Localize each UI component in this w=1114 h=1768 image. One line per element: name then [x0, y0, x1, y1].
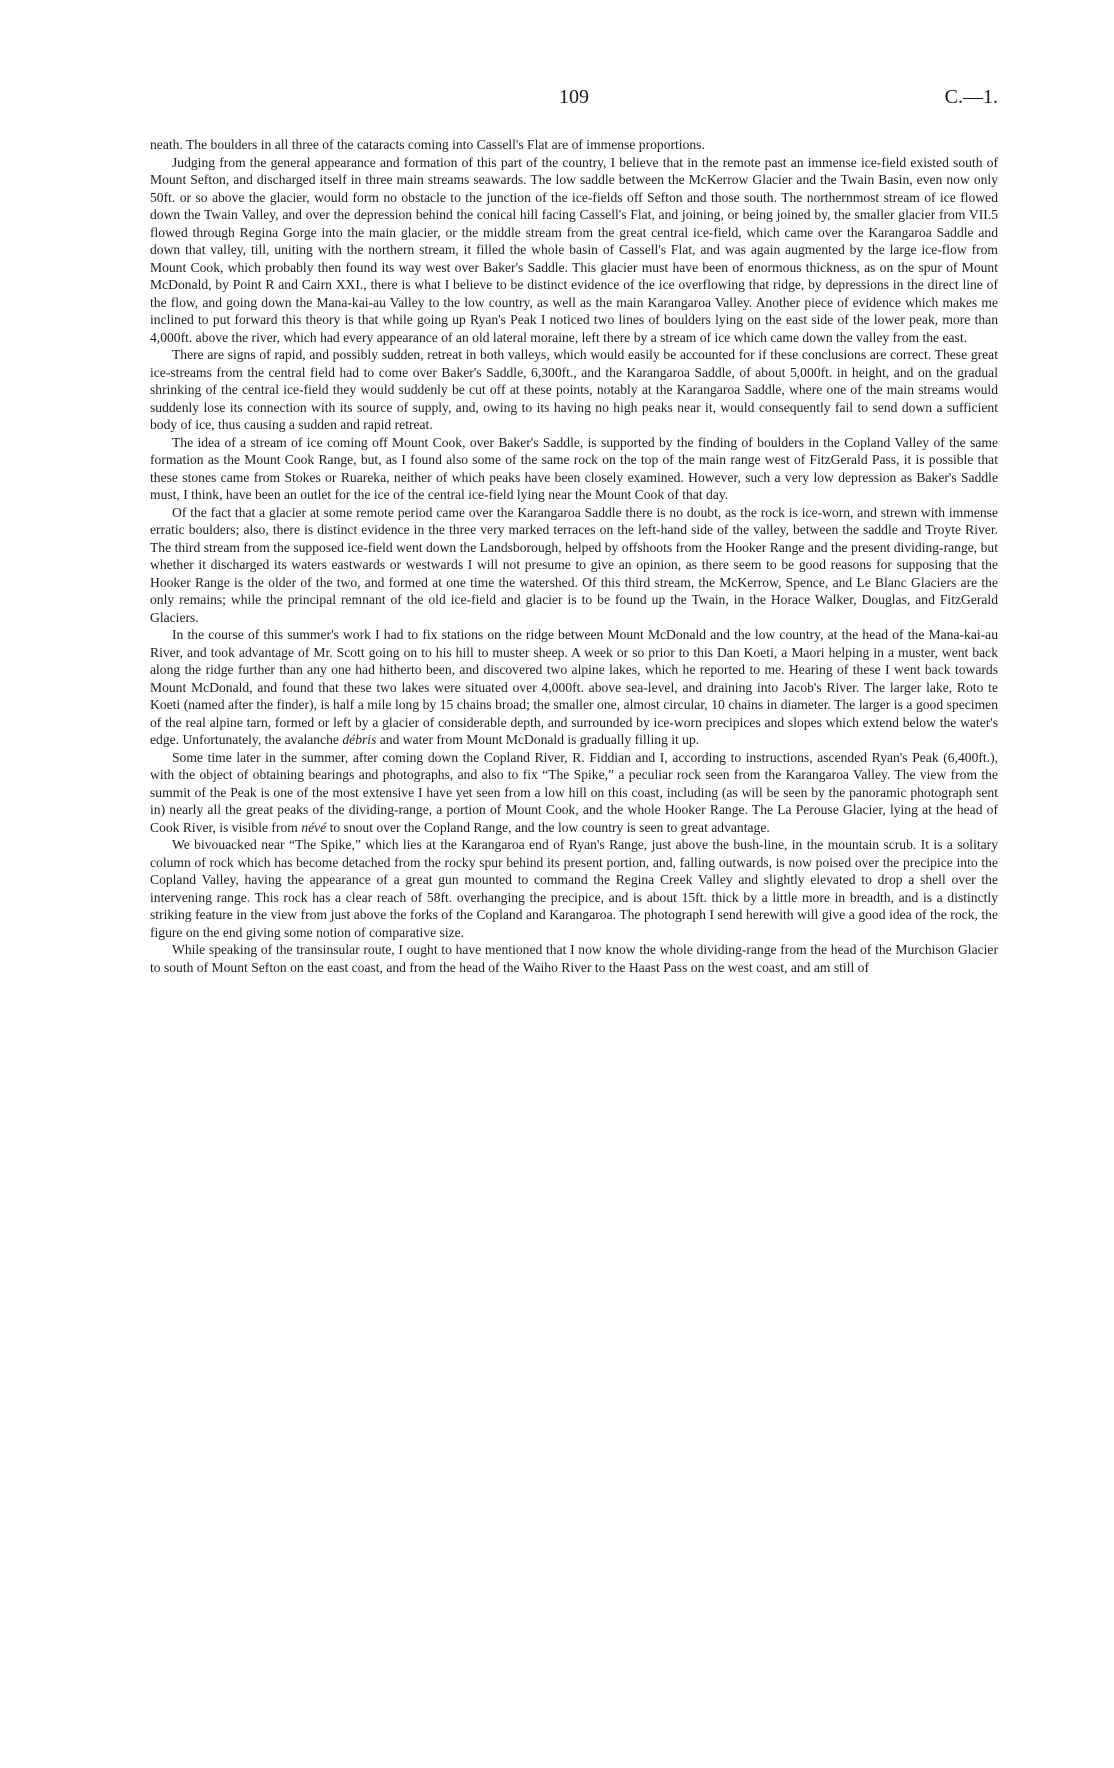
paragraph-3 — [150, 346, 998, 434]
paragraph-4 — [150, 434, 998, 504]
paragraph-text-after: and water from Mount McDonald is gradually filling it up. — [379, 732, 700, 747]
paragraph-text: Some time later in the summer, after coming down the Copland River, R. Fiddian and I, according to instructions, ascended Ryan's Peak (6,400ft.), with the object of obtaining bearings and photographs, and also to fix “The Spike,” a peculiar rock seen from the Karangaroa Valley. The view from the summit of the Peak is one of the most extensive I have yet seen from a low hill on this coast, including (as will be seen by the panoramic photograph sent in) nearly all the great peaks of the dividing-range, a portion of Mount Cook, and the whole Hooker Range. The La Perouse Glacier, lying at the head of Cook River, is visible from — [150, 749, 998, 835]
paragraph-text: In the course of this summer's work I had to fix stations on the ridge between Mount McDonald and the low country, at the head of the Mana-kai-au River, and took advantage of Mr. Scott going on to his hill to muster sheep. A week or so prior to this Dan Koeti, a Maori helping in a muster, went back along the ridge further than any one had hitherto been, and discovered two alpine lakes, which he reported to me. Hearing of these I went back towards Mount McDonald, and found that these two lakes were situated over 4,000ft. above sea-level, and draining into Jacob's River. The larger lake, Roto te Koeti (named after the finder), is half a mile long by 15 chains broad; the smaller one, almost circular, 10 chains in diameter. The larger is a good specimen of the real alpine tarn, formed or left by a glacier of considerable depth, and surrounded by ice-worn precipices and slopes which extend below the water's edge. Unfortunately, the avalanche — [150, 627, 998, 747]
paragraph-5 — [150, 504, 998, 627]
paragraph-8 — [150, 836, 998, 941]
paragraph-6 — [150, 626, 998, 749]
italic-term: débris — [342, 732, 377, 747]
italic-term: névé — [301, 819, 327, 835]
paragraph-7 — [150, 749, 998, 837]
paragraph-9 — [150, 941, 998, 976]
paragraph-1 — [150, 136, 998, 154]
paragraph-text-after: to snout over the Copland Range, and the low country is seen to great advantage. — [329, 819, 770, 835]
paragraph-text: neath. The boulders in all three of the cataracts coming into Cassell's Flat are of immense proportions. — [150, 137, 705, 152]
paragraph-text: Judging from the general appearance and formation of this part of the country, I believe that in the remote past an immense ice-field existed south of Mount Sefton, and discharged itself in three main streams seawards. The low saddle between the McKerrow Glacier and the Twain Basin, even now only 50ft. or so above the glacier, would form no obstacle to the junction of the ice-fields off Sefton and those south. The northernmost stream of ice flowed down the Twain Valley, and over the depression behind the conical hill facing Cassell's Flat, and joining, or being joined by, the smaller glacier from VII.5 flowed through Regina Gorge into the main glacier, or the middle stream from the great central ice-field, which came over the Karangaroa Saddle and down that valley, till, uniting with the northern stream, it filled the whole basin of Cassell's Flat, and was again augmented by the large ice-flow from Mount Cook, which probably then found its way west over Baker's Saddle. This glacier must have been of enormous thickness, as on the spur of Mount McDonald, by Point R and Cairn XXI., there is what I believe to be distinct evidence of the ice overflowing that ridge, by depressions in the direct line of the flow, and going down the Mana-kai-au Valley to the low country, as well as the main Karangaroa Valley. Another piece of evidence which makes me inclined to put forward this theory is that while going up Ryan's Peak I noticed two lines of boulders lying on the east side of the lower peak, more than 4,000ft. above the river, which had every appearance of an old lateral moraine, left there by a stream of ice which came down the valley from the east. — [150, 154, 998, 345]
page-number: 109 — [559, 86, 589, 108]
paragraph-text: While speaking of the transinsular route, I ought to have mentioned that I now know the whole dividing-range from the head of the Murchison Glacier to south of Mount Sefton on the east coast, and from the head of the Waiho River to the Haast Pass on the west coast, and am still of — [150, 942, 998, 975]
page-header — [150, 86, 998, 116]
paragraph-text: There are signs of rapid, and possibly sudden, retreat in both valleys, which would easily be accounted for if these conclusions are correct. These great ice-streams from the central field had to come over Baker's Saddle, 6,300ft., and the Karangaroa Saddle, of about 5,000ft. in height, and on the gradual shrinking of the central ice-field they would suddenly be cut off at these points, notably at the Karangaroa Saddle, where one of the main streams would suddenly lose its connection with its source of supply, and, owing to its having no high peaks near it, would consequently fail to send down a sufficient body of ice, thus causing a sudden and rapid retreat. — [150, 347, 998, 432]
body-text — [150, 136, 998, 976]
paragraph-text: The idea of a stream of ice coming off Mount Cook, over Baker's Saddle, is supported by the finding of boulders in the Copland Valley of the same formation as the Mount Cook Range, but, as I found also some of the same rock on the top of the main range west of FitzGerald Pass, it is possible that these stones came from Stokes or Ruareka, neither of which peaks have been closely examined. However, such a very low depression as Baker's Saddle must, I think, have been an outlet for the ice of the central ice-field lying near the Mount Cook of that day. — [150, 434, 998, 502]
paragraph-text: We bivouacked near “The Spike,” which lies at the Karangaroa end of Ryan's Range, just above the bush-line, in the mountain scrub. It is a solitary column of rock which has become detached from the rocky spur behind its present portion, and, falling outwards, is now poised over the precipice into the Copland Valley, having the appearance of a great gun mounted to command the Regina Creek Valley and slightly elevated to drop a shell over the intervening range. This rock has a clear reach of 58ft. overhanging the precipice, and is about 15ft. thick by a little more in breadth, and is a distinctly striking feature in the view from just above the forks of the Copland and Karangaroa. The photograph I send herewith will give a good idea of the rock, the figure on the end giving some notion of comparative size. — [150, 837, 998, 940]
paragraph-2 — [150, 154, 998, 347]
document-reference: C.—1. — [944, 86, 998, 108]
paragraph-text: Of the fact that a glacier at some remote period came over the Karangaroa Saddle there is no doubt, as the rock is ice-worn, and strewn with immense erratic boulders; also, there is distinct evidence in the three very marked terraces on the left-hand side of the valley, between the saddle and Troyte River. The third stream from the supposed ice-field went down the Landsborough, helped by offshoots from the Hooker Range and the present dividing-range, but whether it discharged its waters eastwards or westwards I will not presume to give an opinion, as there seem to be good reasons for supposing that the Hooker Range is the older of the two, and formed at one time the watershed. Of this third stream, the McKerrow, Spence, and Le Blanc Glaciers are the only remains; while the principal remnant of the old ice-field and glacier is to be found up the Twain, in the Horace Walker, Douglas, and FitzGerald Glaciers. — [150, 504, 998, 625]
